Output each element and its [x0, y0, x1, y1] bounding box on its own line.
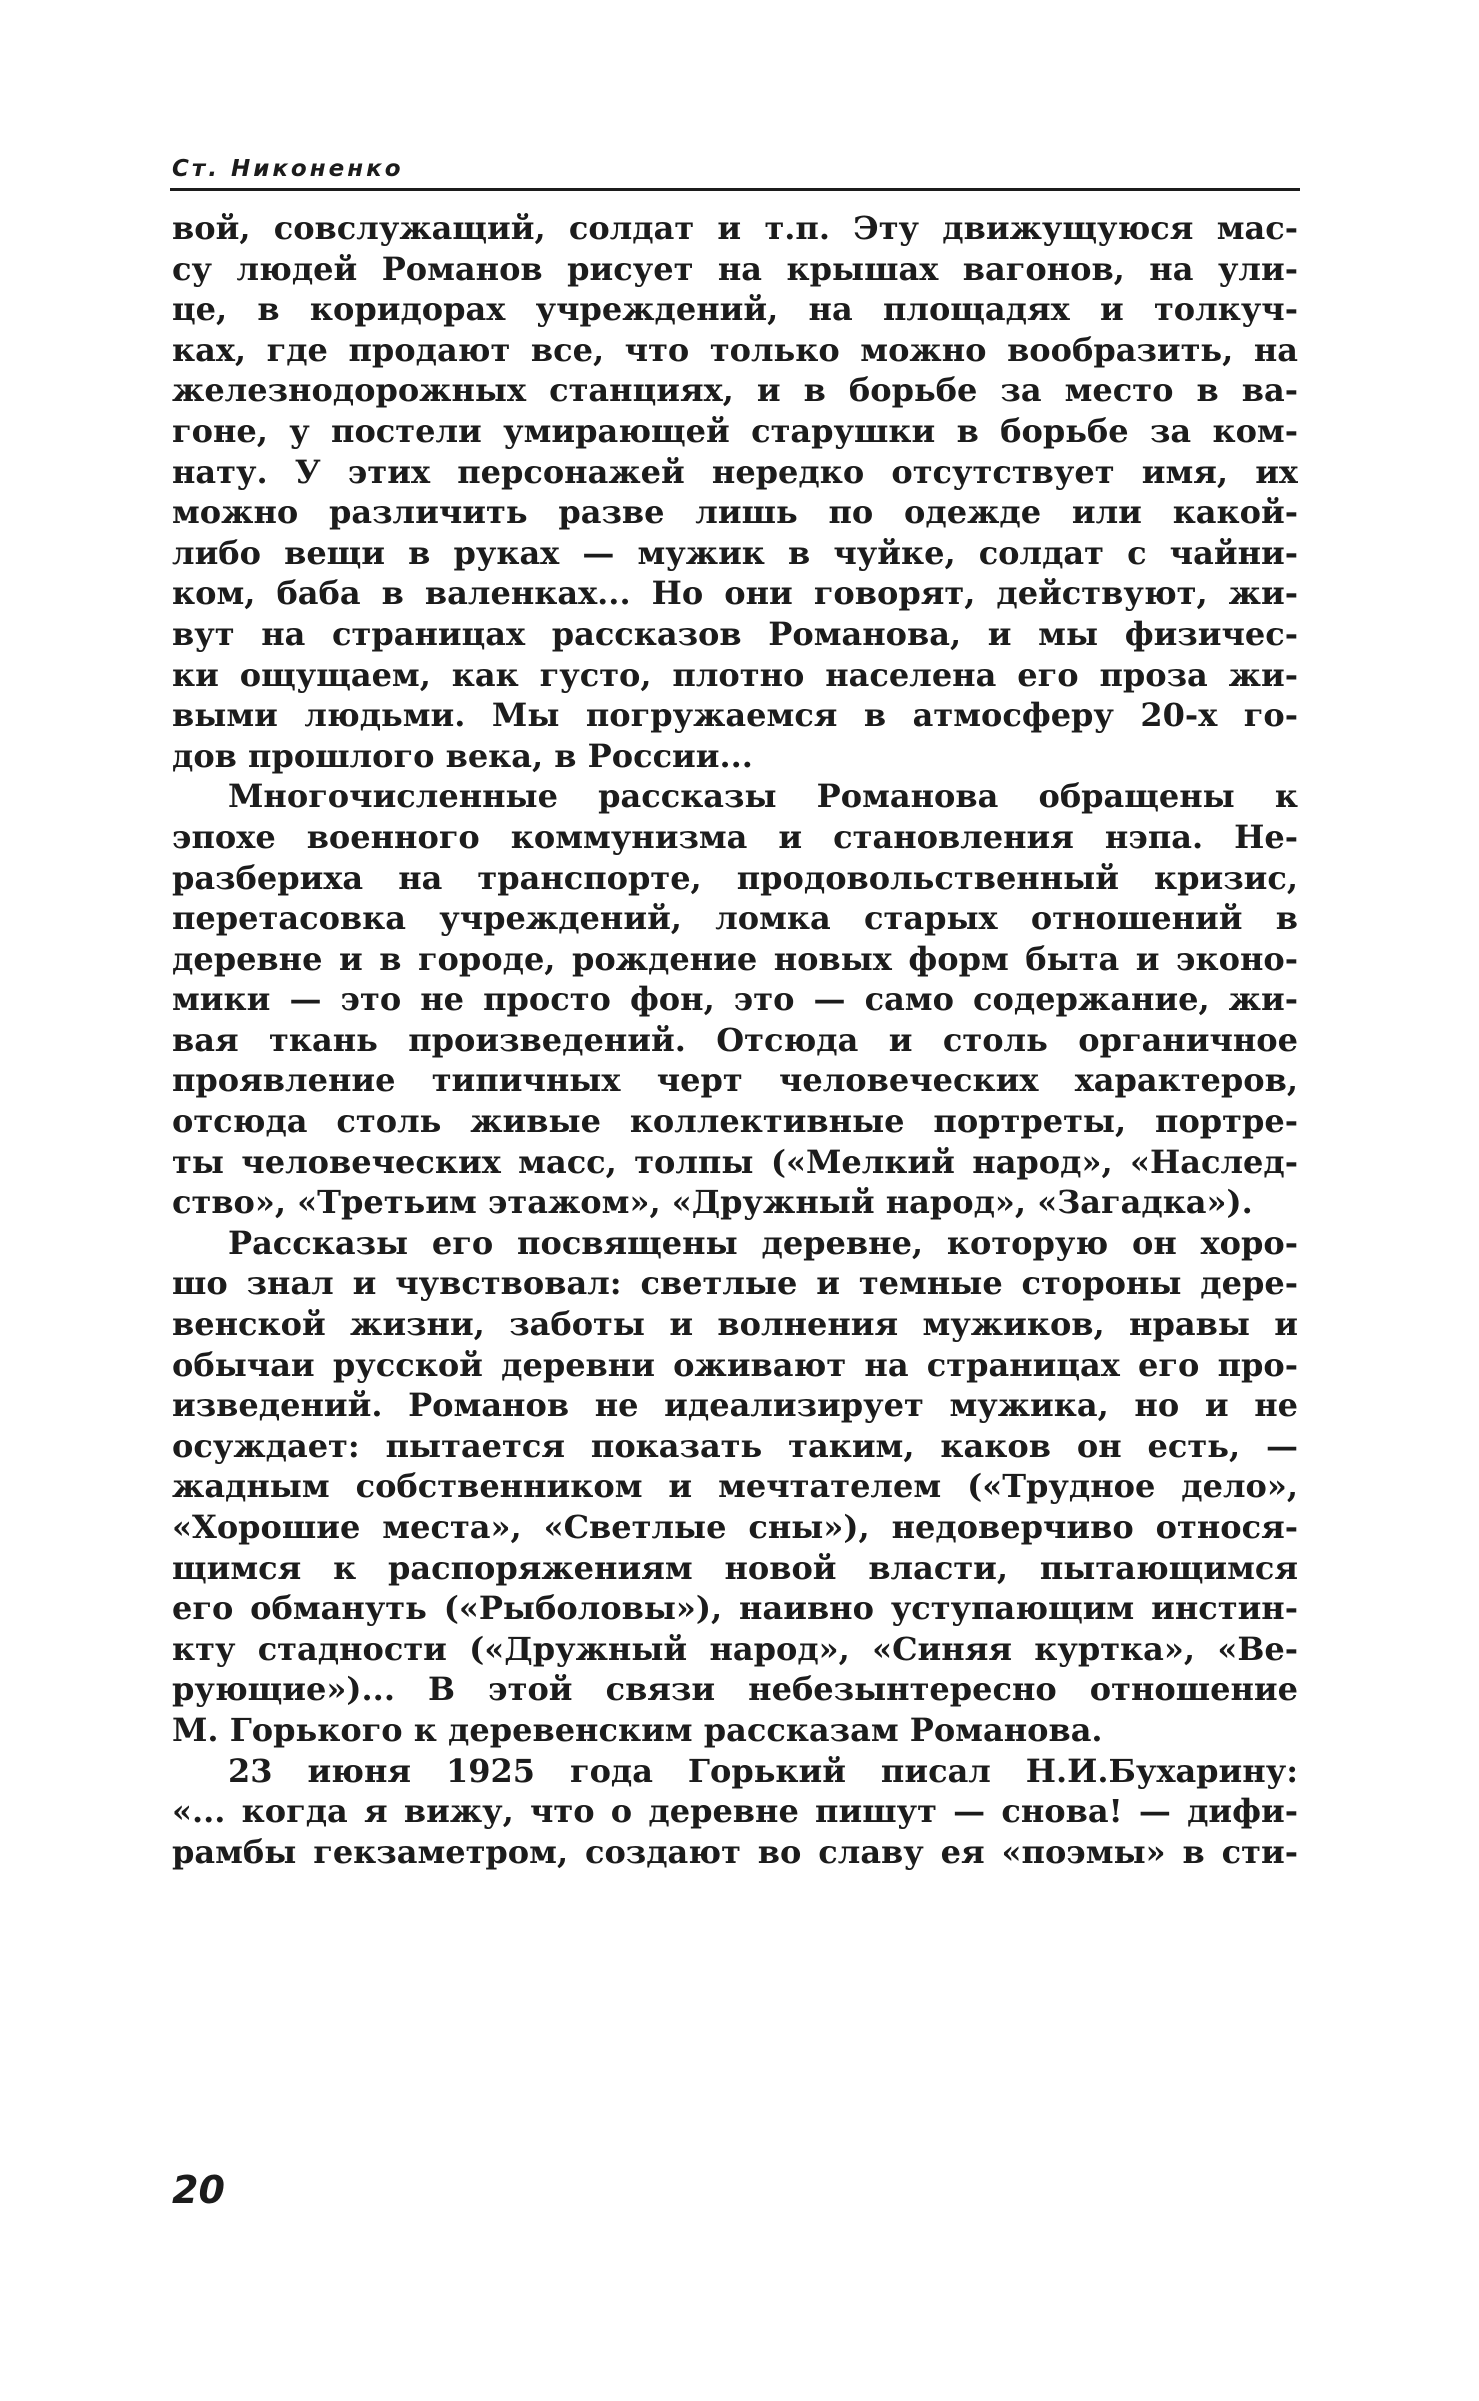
text-line: су людей Романов рисует на крышах вагонов, на ули-	[172, 249, 1298, 288]
body-text	[172, 208, 1298, 1872]
text-line: шо знал и чувствовал: светлые и темные стороны дере-	[172, 1264, 1298, 1303]
text-line: железнодорожных станциях, и в борьбе за место в ва-	[172, 371, 1298, 410]
text-line: вут на страницах рассказов Романова, и мы физичес-	[172, 614, 1298, 653]
text-line: перетасовка учреждений, ломка старых отношений в	[172, 899, 1298, 938]
page-number: 20	[172, 2168, 225, 2212]
text-line: нату. У этих персонажей нередко отсутствует имя, их	[172, 452, 1298, 491]
text-line: це, в коридорах учреждений, на площадях и толкуч-	[172, 290, 1298, 329]
text-line: М. Горького к деревенским рассказам Романова.	[172, 1710, 1103, 1749]
text-line: ках, где продают все, что только можно вообразить, на	[172, 330, 1298, 369]
text-line: «Хорошие места», «Светлые сны»), недоверчиво относя-	[172, 1508, 1298, 1546]
text-line: ком, баба в валенках... Но они говорят, действуют, жи-	[172, 574, 1298, 613]
text-line: жадным собственником и мечтателем («Трудное дело»,	[172, 1467, 1298, 1506]
text-line: проявление типичных черт человеческих характеров,	[172, 1061, 1298, 1100]
text-line: ки ощущаем, как густо, плотно населена его проза жи-	[172, 655, 1298, 694]
text-line: отсюда столь живые коллективные портреты, портре-	[172, 1102, 1298, 1141]
text-line: либо вещи в руках — мужик в чуйке, солдат с чайни-	[172, 533, 1298, 572]
running-head-author: Ст. Никоненко	[172, 156, 404, 182]
text-line: вой, совслужащий, солдат и т.п. Эту движущуюся мас-	[172, 209, 1298, 247]
text-line: гоне, у постели умирающей старушки в борьбе за ком-	[172, 411, 1298, 450]
text-line: «... когда я вижу, что о деревне пишут — снова! — дифи-	[172, 1792, 1298, 1831]
running-head	[170, 148, 1300, 191]
text-line: венской жизни, заботы и волнения мужиков, нравы и	[172, 1305, 1298, 1344]
text-line: Рассказы его посвящены деревне, которую он хоро-	[228, 1223, 1298, 1262]
text-line: щимся к распоряжениям новой власти, пытающимся	[172, 1548, 1298, 1587]
text-line: разбериха на транспорте, продовольственный кризис,	[172, 858, 1298, 897]
text-line: выми людьми. Мы погружаемся в атмосферу 20-х го-	[172, 696, 1298, 735]
text-line: изведений. Романов не идеализирует мужика, но и не	[172, 1386, 1298, 1425]
text-line: можно различить разве лишь по одежде или какой-	[172, 493, 1298, 532]
text-line: его обмануть («Рыболовы»), наивно уступающим инстин-	[172, 1589, 1298, 1628]
text-line: дов прошлого века, в России...	[172, 736, 753, 775]
text-line: вая ткань произведений. Отсюда и столь органичное	[172, 1020, 1298, 1059]
text-line: деревне и в городе, рождение новых форм быта и эконо-	[172, 939, 1298, 978]
text-line: мики — это не просто фон, это — само содержание, жи-	[172, 980, 1298, 1019]
text-line: Многочисленные рассказы Романова обращены к	[228, 777, 1298, 816]
text-line: обычаи русской деревни оживают на страницах его про-	[172, 1345, 1298, 1384]
text-line: ты человеческих масс, толпы («Мелкий народ», «Наслед-	[172, 1142, 1298, 1181]
text-line: кту стадности («Дружный народ», «Синяя куртка», «Ве-	[172, 1629, 1298, 1668]
text-line: эпохе военного коммунизма и становления нэпа. Не-	[172, 817, 1298, 856]
text-line: 23 июня 1925 года Горький писал Н.И.Бухарину:	[228, 1751, 1298, 1790]
text-line: рующие»)... В этой связи небезынтересно отношение	[172, 1670, 1298, 1709]
text-line: осуждает: пытается показать таким, каков он есть, —	[172, 1426, 1298, 1465]
text-line: рамбы гекзаметром, создают во славу ея «поэмы» в сти-	[172, 1832, 1298, 1871]
text-line: ство», «Третьим этажом», «Дружный народ», «Загадка»).	[172, 1183, 1253, 1222]
